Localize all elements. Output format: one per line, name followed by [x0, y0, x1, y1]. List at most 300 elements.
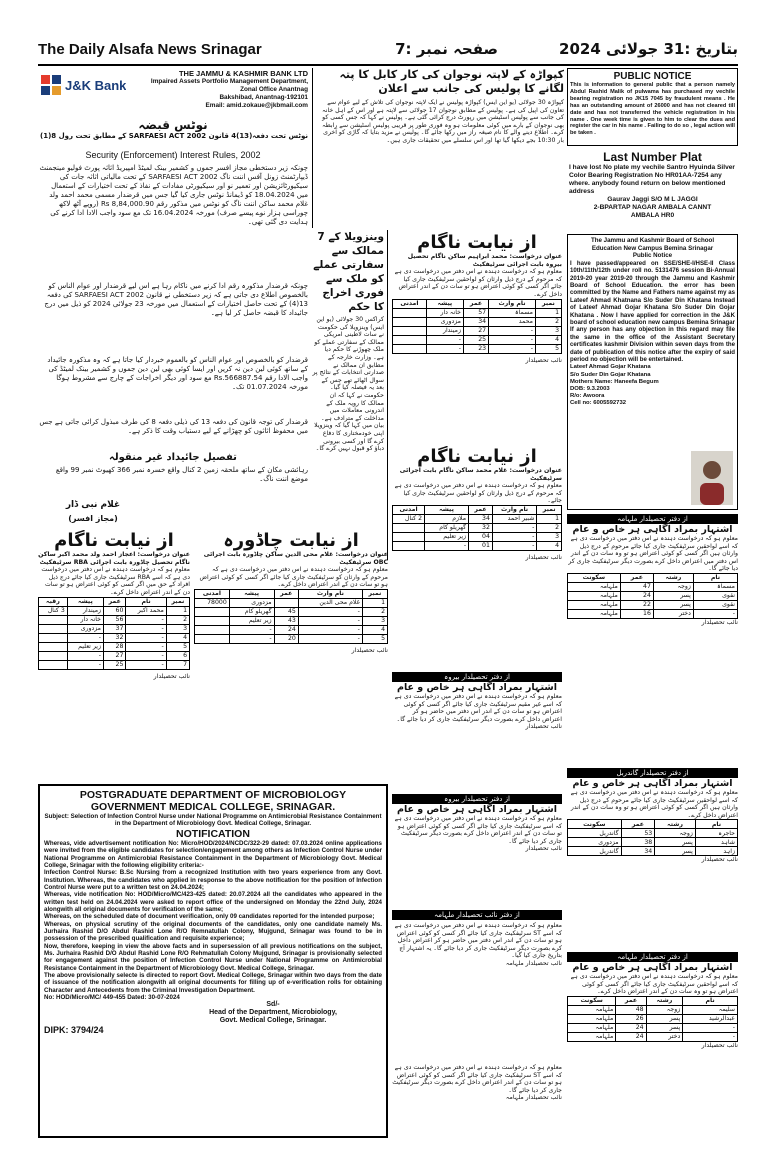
table-cell: - — [425, 541, 469, 550]
ishtihar-right-2-title: اشتہار بمراد آگاہی ہر خاص و عام — [572, 778, 733, 789]
izniyabat-1-title: از نیابت ناگام — [417, 232, 537, 253]
ishtihar-right-2 — [567, 768, 738, 948]
table-cell: - — [489, 335, 536, 344]
top-news-title: کپواڑہ کے لاپتہ نوجوان کی کار کابل کا پتہ لگانے کا پولیس کی جانب سے اعلان — [339, 68, 564, 95]
jkbose-notice — [567, 234, 738, 510]
table-cell: - — [298, 616, 362, 625]
izniyabat-left-sign: نائب تحصیلدار — [153, 672, 190, 680]
property-text: رہائشی مکان کے ساتھ ملحقہ زمین 2 کنال واقع خسرہ نمبر 366 کھیوٹ نمبر 99 واقع موضع اننت ناگ۔ — [55, 466, 308, 483]
table-cell: 57 — [463, 308, 488, 317]
ishtihar-right-3-sign: نائب تحصیلدار — [701, 1041, 738, 1049]
table-header-row — [568, 820, 738, 829]
header-divider — [38, 64, 738, 66]
bank-act-line: Security (Enforcement) Interest Rules, 2002 — [85, 150, 261, 160]
table-cell: زیر تعلیم — [425, 532, 469, 541]
top-news-body: کپواڑہ 30 جولائی (یو این ایس) کپواڑہ پولیس نے ایک لاپتہ نوجوان کی تلاش کے لیے عوام سے تعاون کی اپیل کی ہے۔ پولیس کے مطابق نوجوان 17 جولائی سے لاپتہ ہے اور اس کے اہل خانہ کی جانب سے پولیس اسٹیشن میں رپورٹ درج کرائی گئی ہے۔ پولیس نے کہا کہ جس کسی کو بھی نوجوان کے بارے میں کوئی معلومات ہو وہ فوری طور پر قریبی پولیس اسٹیشن سے رابطہ کرے۔ اطلاع دینے والے کا نام صیغہ راز میں رکھا جائے گا۔ پولیس نے مزید بتایا کہ گاڑی کو آخری بار 10:30 بجے دیکھا گیا تھا اور اس سلسلے میں تحقیقات جاری ہیں۔ — [322, 99, 564, 144]
table-cell: زمیندار — [67, 606, 103, 615]
ishtihar-mid-1-sign: نائب تحصیلدار — [525, 723, 562, 731]
table-cell: - — [298, 625, 362, 634]
table-cell: 27 — [104, 651, 126, 660]
table-cell — [393, 326, 427, 335]
table-cell: زوجہ — [653, 582, 693, 591]
table-header-cell: سکونت — [568, 573, 621, 582]
table-cell: گاندربل — [568, 829, 622, 838]
table-row — [393, 514, 562, 523]
ishtihar-right-1-body: معلوم ہو کہ درخواست دہندہ نے اس دفتر میں درخواست دی ہے کہ اسے لواحقین سرٹیفکیٹ جاری کیا جائے مرحوم کے درج ذیل وارثان ہیں اگر کسی کو کوئی اعتراض ہو تو وہ سات دن کے اندر اس دفتر میں اعتراض داخل کرے بصورت دیگر سرٹیفکیٹ جاری کر دیا جائے گا۔ — [568, 535, 738, 573]
gmc-title-2: GOVERNMENT MEDICAL COLLEGE, SRINAGAR. — [90, 801, 336, 813]
table-header-cell: نام — [683, 996, 738, 1005]
table-cell: 5 — [166, 642, 189, 651]
table-row — [393, 317, 562, 326]
table-row — [195, 616, 388, 625]
table-cell: زوجہ — [646, 1005, 683, 1014]
table-header-row — [195, 589, 388, 598]
izniyabat-2-sign: نائب تحصیلدار — [525, 553, 562, 561]
table-cell: عبدالرشید — [683, 1014, 738, 1023]
lost-plate-title: Last Number Plat — [603, 150, 702, 164]
table-cell: مزدوری — [568, 838, 622, 847]
ishtihar-right-3 — [567, 952, 738, 1138]
jkbose-title-1: The Jammu and Kashmir Board of School — [590, 237, 715, 244]
table-cell: - — [126, 624, 166, 633]
public-notice-title: PUBLIC NOTICE — [613, 71, 692, 82]
bank-logo-text: J&K Bank — [65, 77, 127, 93]
table-row — [195, 607, 388, 616]
table-cell: 24 — [616, 1032, 646, 1041]
table-header-row — [568, 996, 738, 1005]
table-cell — [393, 532, 425, 541]
table-cell: 3 کنال — [39, 606, 68, 615]
table-cell: 38 — [621, 838, 655, 847]
table-cell — [39, 651, 68, 660]
table-cell: 2 — [362, 607, 387, 616]
table-cell: 24 — [620, 591, 653, 600]
table-cell: دختر — [653, 609, 693, 618]
gmc-order-no: No: HOD/Micro/MC/ 449-455 Dated: 30-07-2024 — [44, 994, 180, 1002]
izniyabat-chadoora-subject: عنوان درخواست: غلام محی الدین ساکن چاڈورہ بابت اجرائی OBC سرٹیفکیٹ — [203, 551, 388, 566]
table-cell: - — [67, 633, 103, 642]
table-cell — [195, 625, 230, 634]
table-cell: 32 — [469, 523, 493, 532]
table-cell: 34 — [469, 514, 493, 523]
table-row — [568, 609, 738, 618]
top-news — [312, 68, 564, 228]
table-header-cell: نام — [126, 597, 166, 606]
table-cell: - — [492, 541, 536, 550]
table-row — [568, 847, 738, 856]
public-notice-body: This is information to general public that a person namely Abdul Rashid Malik of pulwama has purchased my vechile bearing registration no JK15 7045 by fraudulent means . He has an outstanding amount of 26000 and has not cleared till date and has not transferred the vehicle registration in his name . One week time is given to him to clear the dues and register the car in his name . Failing to do so , legal action will be taken . — [570, 82, 735, 137]
table-row — [39, 633, 190, 642]
ishtihar-right-1 — [567, 514, 738, 764]
ishtihar-right-1-sign: نائب تحصیلدار — [701, 618, 738, 626]
table-cell: 7 — [166, 660, 189, 669]
table-header-cell: نمبر — [535, 299, 561, 308]
table-row — [393, 532, 562, 541]
gmc-para-6: Now, therefore, keeping in view the above facts and in supersession of all previous notifications on the subject, Ms. Jurhaira Rashid D/O Abdul Rashid Lone R/O Rehmatullah Colony Mujgund, Srinagar is provisionally selected for engagement against the position of Infection Control Nurse under National Programme on Antimicrobial Resistance Containment in the Department of Microbiology Govt. Medical College, Srinagar. — [44, 942, 382, 972]
bank-notice — [38, 68, 308, 528]
ishtihar-right-3-table — [567, 996, 738, 1042]
table-row — [568, 591, 738, 600]
paper-name: The Daily Alsafa News Srinagar — [38, 41, 262, 58]
table-cell: - — [298, 634, 362, 643]
table-cell: - — [489, 326, 536, 335]
ishtihar-right-2-table — [567, 819, 738, 856]
ishtihar-right-3-bar: از دفتر تحصیلدار ملہامہ — [567, 952, 738, 962]
table-row — [568, 582, 738, 591]
table-cell: 16 — [620, 609, 653, 618]
table-cell: - — [126, 633, 166, 642]
table-header-row — [393, 505, 562, 514]
table-cell: گاندربل — [568, 847, 622, 856]
bank-body-4: قرضدار کی توجہ قانون کی دفعہ 13 کی ذیلی دفعہ 8 کی طرف مبذول کرائی جاتی ہے جس میں محفوظ اثاثوں کو چھڑانے کے لیے دستیاب وقت کا ذکر ہے۔ — [39, 418, 308, 435]
table-cell: زمیندار — [426, 326, 463, 335]
table-header-cell: عمر — [274, 589, 298, 598]
table-header-cell: رشتہ — [653, 573, 693, 582]
table-cell: مسماۃ — [693, 582, 737, 591]
table-header-cell: عمر — [620, 573, 653, 582]
table-header-cell: عمر — [104, 597, 126, 606]
table-row — [195, 634, 388, 643]
table-cell: - — [489, 344, 536, 353]
table-cell: 6 — [166, 651, 189, 660]
table-row — [568, 1005, 738, 1014]
gmc-title-1: POSTGRADUATE DEPARTMENT OF MICROBIOLOGY — [79, 789, 347, 801]
table-cell — [393, 317, 427, 326]
table-header-cell: نمبر — [537, 505, 562, 514]
table-header-cell: نام وارث — [492, 505, 536, 514]
table-header-cell: سکونت — [568, 996, 616, 1005]
table-cell: - — [693, 609, 737, 618]
lost-plate-name: Gaurav Jaggi S/O M L JAGGI — [607, 196, 698, 203]
ishtihar-right-1-table — [567, 573, 738, 619]
table-header-row — [393, 299, 562, 308]
table-cell: ملہامہ — [568, 1023, 616, 1032]
table-cell: - — [229, 625, 274, 634]
table-cell: محمد — [489, 317, 536, 326]
table-cell — [195, 634, 230, 643]
table-cell: نقوی — [693, 600, 737, 609]
ishtihar-bottom-1-body: معلوم ہو کہ درخواست دہندہ نے اس دفتر میں درخواست دی ہے کہ اسے ST سرٹیفکیٹ جاری کیا جائے اگر کسی کو کوئی اعتراض ہو تو سات دن کے اندر اعتراض داخل کرے بصورت دیگر سرٹیفکیٹ جاری کر دیا جائے گا۔ — [392, 1064, 562, 1094]
table-row — [39, 660, 190, 669]
bank-logo-icon — [40, 74, 62, 96]
ishtihar-right-2-sign: نائب تحصیلدار — [701, 856, 738, 864]
gmc-sd: Sd/- — [266, 1001, 280, 1009]
table-cell: 27 — [463, 326, 488, 335]
izniyabat-notice-2 — [392, 446, 562, 668]
middle-news-body: کراکس 30 جولائی (یو این ایس) وینزویلا کی حکومت نے سات لاطینی امریکی ممالک کے سفارتی عملے کو ملک چھوڑنے کا حکم دیا ہے۔ وزارت خارجہ کے مطابق ان ممالک نے صدارتی انتخابات کے نتائج پر سوال اٹھائے تھے جس کے بعد یہ فیصلہ کیا گیا۔ حکومت نے کہا کہ ان ممالک کا رویہ ملک کے اندرونی معاملات میں مداخلت کے مترادف ہے۔ بیان میں کہا گیا کہ وینزویلا اپنی خودمختاری کا دفاع کرے گا اور کسی بیرونی دباؤ کو قبول نہیں کرے گا۔ — [312, 316, 384, 453]
jkbose-title-2: Education New Campus Bemina Srinagar — [591, 244, 714, 252]
table-cell: نقوی — [693, 591, 737, 600]
page-label: صفحہ نمبر :7 — [395, 40, 498, 58]
table-cell: - — [67, 651, 103, 660]
table-cell — [195, 616, 230, 625]
table-cell: - — [492, 523, 536, 532]
table-row — [39, 642, 190, 651]
table-cell: مزدوری — [67, 624, 103, 633]
table-cell: ملازم — [425, 514, 469, 523]
table-cell: - — [298, 607, 362, 616]
table-cell: 1 — [362, 598, 387, 607]
izniyabat-chadoora-body: معلوم ہو کہ درخواست دہندہ نے اس دفتر میں درخواست دی ہے کہ مرحوم کے وارثان کو سرٹیفکیٹ جاری کیا جائے اگر کسی کو کوئی اعتراض ہو تو سات دن کے اندر اعتراض داخل کرے۔ — [199, 566, 388, 589]
table-cell — [195, 607, 230, 616]
lost-plate-body: I have lost No plate my vechile Santro Hyuinda Silver Color Bearing Registration No HR01AA-7254 any where. anybody found return on below mentioned address — [569, 164, 735, 195]
middle-news-title: وینزویلا کے 7 ممالک سے سفارتی عملے کو ملک سے فوری اخراج کا حکم — [313, 231, 384, 313]
table-cell: خانہ دار — [67, 615, 103, 624]
table-cell: 24 — [616, 1023, 646, 1032]
table-row — [39, 615, 190, 624]
table-row — [393, 335, 562, 344]
table-cell: 45 — [274, 607, 298, 616]
table-cell: - — [126, 660, 166, 669]
table-cell: 04 — [469, 532, 493, 541]
table-row — [39, 651, 190, 660]
izniyabat-left-subject: عنوان درخواست: اعجاز احمد ولد محمد اکبر ساکن ناگام تحصیل چاڈورہ بابت اجرائی RBA سرٹیفکیٹ — [38, 551, 190, 566]
table-cell — [39, 615, 68, 624]
table-header-cell: پیشہ — [229, 589, 274, 598]
masthead — [38, 38, 738, 64]
table-cell: 56 — [104, 615, 126, 624]
table-cell: گھریلو کام — [229, 607, 274, 616]
table-header-cell: رقبہ — [39, 597, 68, 606]
ishtihar-mid-2-title: اشتہار بمراد آگاہی ہر خاص و عام — [396, 804, 558, 815]
bank-office: Impaired Assets Portfolio Management Department, — [150, 78, 308, 85]
ishtihar-bottom-1 — [392, 1064, 562, 1138]
ishtihar-mid-1 — [392, 672, 562, 790]
ishtihar-right-3-title: اشتہار بمراد آگاہی ہر خاص و عام — [572, 962, 733, 973]
signature-name: غلام نبی ڈار — [65, 500, 121, 510]
table-header-cell: عمر — [616, 996, 646, 1005]
table-header-cell: نمبر — [166, 597, 189, 606]
jkbose-father: S/o Suder Din Gojar Khatana — [570, 371, 651, 378]
ishtihar-mid-3-body: معلوم ہو کہ درخواست دہندہ نے اس دفتر میں درخواست دی ہے کہ اسے ST سرٹیفکیٹ جاری کیا جائے اگر کسی کو کوئی اعتراض ہو تو سات دن کے اندر اس دفتر میں حاضر ہو کر اعتراض داخل کرے بصورت دیگر سرٹیفکیٹ جاری کر دیا جائے گا۔ یہ اشتہار آج بتاریخ جاری کیا گیا۔ — [394, 922, 562, 960]
table-row — [195, 625, 388, 634]
table-cell — [393, 541, 425, 550]
ishtihar-mid-2 — [392, 794, 562, 906]
izniyabat-chadoora-table — [194, 589, 388, 644]
table-row — [568, 1014, 738, 1023]
table-cell: 1 — [535, 308, 561, 317]
lost-plate-address-1: 2-BPARTAP NAGAR AMBALA CANNT — [593, 204, 712, 211]
gmc-sign-2: Govt. Medical College, Srinagar. — [219, 1017, 327, 1025]
table-cell: ملہامہ — [568, 582, 621, 591]
table-cell: 4 — [362, 625, 387, 634]
bank-notice-subtitle: نوٹس تحت دفعہ(13)4 قانون 2002 SARFAESI ACT کے مطابق تحت رول 8(1) — [40, 132, 308, 140]
bank-zonal: Zonal Office Anantnag — [240, 86, 308, 93]
jkbose-mother: Mothers Name: Haneefa Begum — [570, 378, 659, 385]
table-cell: - — [229, 634, 274, 643]
izniyabat-2-body: معلوم ہو کہ درخواست دہندہ نے اس دفتر میں درخواست دی ہے کہ مرحوم کے درج ذیل وارثان کو لواحقین سرٹیفکیٹ جاری کیا جائے۔ — [394, 482, 562, 505]
ishtihar-mid-3 — [392, 910, 562, 1060]
table-cell: 25 — [463, 335, 488, 344]
table-cell — [39, 660, 68, 669]
bank-address: Bakshibad, Anantnag-192101 — [219, 94, 308, 101]
table-cell: غلام محی الدین — [298, 598, 362, 607]
table-cell: 4 — [537, 541, 562, 550]
izniyabat-left-title: از نیابت ناگام — [54, 530, 174, 551]
gmc-para-5: Whereas, on physical scrutiny of the original documents of the candidates, only one candidate namely Ms. Jurhaira Rashid D/O Abdul Rashid Lone R/O Remnatullah Colony, Mujgund, Srinagar was found to be in possession of the prescribed qualification and requisite experience; — [44, 920, 382, 943]
table-row — [568, 600, 738, 609]
person-photo-icon — [691, 451, 733, 505]
table-cell: حاجرہ — [695, 829, 737, 838]
table-header-cell: پیشہ — [67, 597, 103, 606]
izniyabat-chadoora-title: از نیابت چاڈورہ — [223, 530, 359, 551]
table-header-row — [39, 597, 190, 606]
table-cell: مزدوری — [229, 598, 274, 607]
table-cell: - — [126, 642, 166, 651]
izniyabat-2-title: از نیابت ناگام — [417, 446, 537, 467]
table-cell: 34 — [463, 317, 488, 326]
table-cell: 2 — [166, 615, 189, 624]
jkbose-ro: R/o: Awoora — [570, 393, 605, 400]
izniyabat-left-table — [38, 597, 190, 670]
table-cell: 3 — [537, 532, 562, 541]
table-header-cell: آمدنی — [393, 299, 427, 308]
ishtihar-mid-1-title: اشتہار بمراد آگاہی ہر خاص و عام — [396, 682, 558, 693]
table-cell: - — [126, 651, 166, 660]
ishtihar-mid-2-sign: نائب تحصیلدار — [525, 845, 562, 853]
table-cell — [393, 308, 427, 317]
table-header-cell: رشتہ — [655, 820, 696, 829]
table-cell — [393, 523, 425, 532]
table-cell: دختر — [646, 1032, 683, 1041]
ishtihar-right-2-bar: از دفتر تحصیلدار گاندربل — [567, 768, 738, 778]
table-cell: پسر — [653, 600, 693, 609]
table-cell: 3 — [362, 616, 387, 625]
gmc-heading: NOTIFICATION — [176, 827, 250, 840]
table-header-cell: رشتہ — [646, 996, 683, 1005]
table-cell: ملہامہ — [568, 1032, 616, 1041]
izniyabat-left-body: معلوم ہو کہ درخواست دہندہ نے اس دفتر میں درخواست دی ہے کہ اسے RBA سرٹیفکیٹ جاری کیا جائے درج ذیل افراد کے حق میں اگر کسی کو کوئی اعتراض ہو تو سات دن کے اندر اعتراض داخل کرے۔ — [41, 566, 190, 596]
table-cell: 22 — [620, 600, 653, 609]
table-cell: 78000 — [195, 598, 230, 607]
table-cell: پسر — [646, 1023, 683, 1032]
table-cell: 43 — [274, 616, 298, 625]
table-cell: 5 — [362, 634, 387, 643]
table-header-cell: عمر — [463, 299, 488, 308]
ishtihar-bottom-1-sign: نائب تحصیلدار ملہامہ — [505, 1094, 562, 1102]
table-cell: ملہامہ — [568, 591, 621, 600]
izniyabat-2-subject: عنوان درخواست: غلام محمد ساکن ناگام بابت اجرائی سرٹیفکیٹ — [399, 467, 562, 482]
izniyabat-1-subject: عنوان درخواست: محمد ابراہیم ساکن ناگام تحصیل بیروہ بابت اجرائی سرٹیفکیٹ — [407, 253, 562, 268]
table-row — [393, 326, 562, 335]
table-cell: خانہ دار — [426, 308, 463, 317]
table-row — [195, 598, 388, 607]
table-cell: 1 — [537, 514, 562, 523]
table-cell: 37 — [104, 624, 126, 633]
izniyabat-chadoora-sign: نائب تحصیلدار — [351, 646, 388, 654]
bank-logo — [40, 74, 126, 100]
table-cell: 32 — [104, 633, 126, 642]
table-cell: مزدوری — [426, 317, 463, 326]
table-cell: ملہامہ — [568, 1005, 616, 1014]
gmc-dipk: DIPK: 3794/24 — [44, 1025, 104, 1036]
table-header-cell: آمدنی — [393, 505, 425, 514]
lost-plate-notice — [567, 148, 738, 232]
table-cell: 1 — [166, 606, 189, 615]
table-row — [39, 606, 190, 615]
table-row — [568, 1032, 738, 1041]
ishtihar-mid-2-bar: از دفتر تحصیلدار بیروہ — [392, 794, 562, 804]
bank-email: Email: amid.zokaue@jkbmail.com — [205, 102, 308, 109]
izniyabat-notice-1 — [392, 232, 562, 442]
table-row — [393, 541, 562, 550]
table-cell — [393, 335, 427, 344]
gmc-para-4: Whereas, on the scheduled date of document verification, only 09 candidates reported for the intended purpose; — [44, 913, 375, 921]
table-cell: 3 — [535, 326, 561, 335]
bank-body-2: چونکہ قرضدار مذکورہ رقم ادا کرنے میں ناکام رہا ہے اس لیے قرضدار اور عوام الناس کو بالخصوص اطلاع دی جاتی ہے کہ زیر دستخطی نے قانون SARFAESI ACT 2002 کی دفعہ 13(4) کے تحت حاصل اختیارات کے استعمال میں مورخہ 23 جولائی 2024 کو ذیل میں درج جائیداد کا قبضہ حاصل کر لیا ہے۔ — [44, 282, 308, 317]
ishtihar-mid-3-bar: از دفتر نائب تحصیلدار ملہامہ — [392, 910, 562, 920]
ishtihar-mid-3-sign: نائب تحصیلدار ملہامہ — [505, 959, 562, 967]
table-row — [568, 1023, 738, 1032]
table-cell: - — [67, 660, 103, 669]
table-cell: پسر — [655, 847, 696, 856]
table-cell: 2 — [537, 523, 562, 532]
table-cell: گھریلو کام — [425, 523, 469, 532]
table-cell — [39, 642, 68, 651]
lost-plate-address-2: AMBALA HR0 — [630, 212, 675, 219]
signature-role: (مجاز افسر) — [68, 514, 118, 523]
jkbose-body: I have passed/appeared on SSE/SHE-I/HSE-II Class 10th/11th/12th under roll no. 5131476 session Bi-Annual 2019-20 year 2019-20 through the Jammu and Kashmir Board of School Education. the error has been committed by the Name and Fathers name against my as Lateef Ahmad Khatnana S/o Suder Din Khatana Instead of Lateef Ahmad Gojar Khatana S/o Suder Din Gojar Khatana . Now I have applied for correction in the J&K board of school education new campus Bemina Srinagar If any person has any objection in this regard may file the same in the office of the Assistant Secretary certificates kashmir Division within seven days from the date of publication of this notice after the expiry of said period no objection will be entertained. — [570, 259, 735, 364]
gmc-para-2: Infection Control Nurse: B.Sc Nursing from a recognized Institution with two years experience from any Govt. Institution. Whereas, the candidates who applied in response to the above notification for the position of Infection Control Nurse were put to a written test on 24.04.2024; — [44, 869, 382, 891]
table-cell: - — [683, 1032, 738, 1041]
table-cell: ملہامہ — [568, 1014, 616, 1023]
table-cell — [274, 598, 298, 607]
table-cell: 24 — [274, 625, 298, 634]
izniyabat-notice-left — [38, 530, 190, 780]
table-row — [393, 308, 562, 317]
ishtihar-right-1-bar: از دفتر تحصیلدار ملہامہ — [567, 514, 738, 524]
jkbose-dob: DOB: 9.3.2003 — [570, 386, 610, 393]
table-row — [393, 344, 562, 353]
table-cell: 4 — [535, 335, 561, 344]
table-cell: 23 — [463, 344, 488, 353]
gmc-subject: Subject: Selection of Infection Control Nurse under National Programme on Antimicrobial Resistance Containment in the Department of Microbiology Govt. Medical College, Srinagar. — [44, 813, 382, 828]
table-header-cell: آمدنی — [195, 589, 230, 598]
table-cell: 53 — [621, 829, 655, 838]
bank-notice-title: نوٹس قبضہ — [138, 118, 208, 132]
izniyabat-1-body: معلوم ہو کہ درخواست دہندہ نے اس دفتر میں درخواست دی ہے کہ مرحوم کے درج ذیل وارثان کو لواحقین سرٹیفکیٹ جاری کیا جائے اگر کسی کو کوئی اعتراض ہو تو سات دن کے اندر اعتراض داخل کرے۔ — [394, 268, 562, 298]
gmc-notice — [38, 784, 388, 1138]
bank-body-3: قرضدار کو بالخصوص اور عوام الناس کو بالعموم خبردار کیا جاتا ہے کہ وہ مذکورہ جائیداد کے ساتھ کوئی لین دین نہ کریں اور ایسا کوئی بھی لین دین جموں و کشمیر بینک لمیٹڈ کی واجب الادا رقم Rs.566887.54 مع سود اور دیگر اخراجات کے چارج سے مشروط ہوگا مورخہ 01.07.2024 تک۔ — [47, 356, 308, 391]
izniyabat-2-table — [392, 505, 562, 551]
table-cell: 3 — [166, 624, 189, 633]
table-cell: 34 — [621, 847, 655, 856]
ishtihar-mid-1-body: معلوم ہو کہ درخواست دہندہ نے اس دفتر میں درخواست دی ہے کہ اسے غیر مقیم سرٹیفکیٹ جاری کیا جائے اگر کسی کو کوئی اعتراض ہو تو سات دن کے اندر اس دفتر میں حاضر ہو کر اعتراض داخل کرے بصورت دیگر سرٹیفکیٹ جاری کر دیا جائے گا۔ — [394, 693, 562, 723]
table-cell: - — [492, 532, 536, 541]
table-header-cell: نام — [693, 573, 737, 582]
date-label: بتاریخ :31 جولائی 2024 — [559, 40, 738, 58]
table-cell: پسر — [646, 1014, 683, 1023]
jkbose-name: Lateef Ahmad Gojar Khatana — [570, 364, 651, 371]
table-cell: 47 — [620, 582, 653, 591]
table-cell: زوجہ — [655, 829, 696, 838]
table-cell: محمد اکبر — [126, 606, 166, 615]
table-cell: 01 — [469, 541, 493, 550]
table-cell: شبیر احمد — [492, 514, 536, 523]
table-cell: شاہد — [695, 838, 737, 847]
table-cell: ملہامہ — [568, 609, 621, 618]
table-header-cell: سکونت — [568, 820, 622, 829]
table-cell: - — [126, 615, 166, 624]
table-cell: 2 — [535, 317, 561, 326]
gmc-para-7: The above provisionally selecte is directed to report Govt. Medical College, Srinagar within two days from the date of issuance of the notification alongwith all original documents for filling up of e-verification rolls for obtaining Character and Antecedents from the Criminal Investigation Department. — [44, 972, 382, 994]
table-header-cell: پیشہ — [425, 505, 469, 514]
table-cell: - — [683, 1023, 738, 1032]
table-header-cell: پیشہ — [426, 299, 463, 308]
ishtihar-mid-1-bar: از دفتر تحصیلدار بیروہ — [392, 672, 562, 682]
table-cell: 26 — [616, 1014, 646, 1023]
ishtihar-right-1-title: اشتہار بمراد آگاہی ہر خاص و عام — [572, 524, 733, 535]
